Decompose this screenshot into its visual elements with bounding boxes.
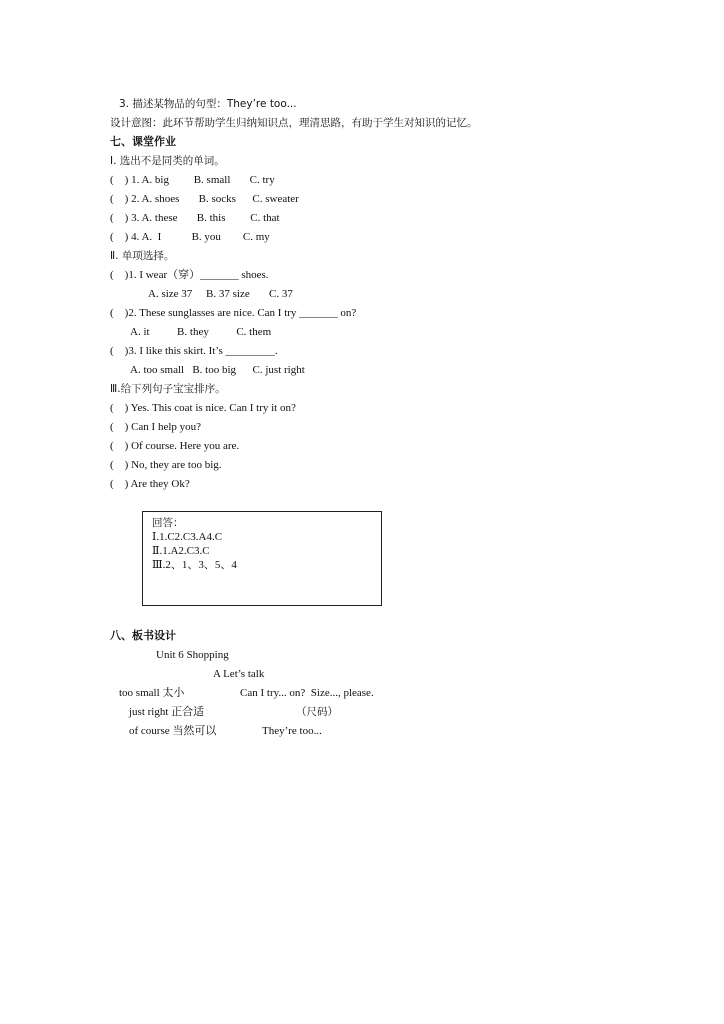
design-intent-line: 设计意图：此环节帮助学生归纳知识点，理清思路，有助于学生对知识的记忆。 bbox=[110, 117, 478, 129]
part3-item-2: ( ) Can I help you? bbox=[110, 421, 202, 433]
part3-item-3: ( ) Of course. Here you are. bbox=[110, 440, 240, 452]
board-left-2: just right 正合适 bbox=[129, 706, 205, 718]
part3-item-5: ( ) Are they Ok? bbox=[110, 478, 190, 490]
part2-title: Ⅱ. 单项选择。 bbox=[110, 250, 175, 262]
part3-item-1: ( ) Yes. This coat is nice. Can I try it on? bbox=[110, 402, 296, 414]
homework-heading: 七、课堂作业 bbox=[110, 135, 176, 148]
board-left-3: of course 当然可以 bbox=[129, 725, 217, 737]
part2-question-1-options: A. size 37 B. 37 size C. 37 bbox=[148, 288, 293, 300]
answer-box bbox=[142, 511, 382, 606]
part1-item-1: ( ) 1. A. big B. small C. try bbox=[110, 174, 275, 186]
part1-title: Ⅰ. 选出不是同类的单词。 bbox=[110, 155, 225, 167]
board-left-1: too small 太小 bbox=[119, 687, 185, 699]
answer-line-2: Ⅱ.1.A2.C3.C bbox=[152, 545, 210, 557]
answer-line-1: Ⅰ.1.C2.C3.A4.C bbox=[152, 531, 223, 543]
sentence-pattern-line: 3. 描述某物品的句型：They’re too... bbox=[119, 98, 297, 110]
part1-item-3: ( ) 3. A. these B. this C. that bbox=[110, 212, 280, 224]
answer-line-3: Ⅲ.2、1、3、5、4 bbox=[152, 559, 237, 571]
board-design-heading: 八、板书设计 bbox=[110, 629, 176, 642]
board-part-title: A Let’s talk bbox=[213, 668, 265, 680]
part2-question-3: ( )3. I like this skirt. It’s _________. bbox=[110, 345, 278, 357]
board-right-2: （尺码） bbox=[296, 706, 338, 718]
board-right-3: They’re too... bbox=[262, 725, 322, 737]
part2-question-2-options: A. it B. they C. them bbox=[130, 326, 272, 338]
part2-question-2: ( )2. These sunglasses are nice. Can I try _______ on? bbox=[110, 307, 357, 319]
answer-box-title: 回答： bbox=[152, 517, 184, 529]
part1-item-2: ( ) 2. A. shoes B. socks C. sweater bbox=[110, 193, 299, 205]
part1-item-4: ( ) 4. A. I B. you C. my bbox=[110, 231, 270, 243]
part2-question-3-options: A. too small B. too big C. just right bbox=[130, 364, 305, 376]
board-unit-title: Unit 6 Shopping bbox=[156, 649, 229, 661]
part2-question-1: ( )1. I wear（穿）_______ shoes. bbox=[110, 269, 269, 281]
part3-item-4: ( ) No, they are too big. bbox=[110, 459, 222, 471]
part3-title: Ⅲ.给下列句子宝宝排序。 bbox=[110, 383, 226, 395]
board-right-1: Can I try... on? Size..., please. bbox=[240, 687, 374, 699]
